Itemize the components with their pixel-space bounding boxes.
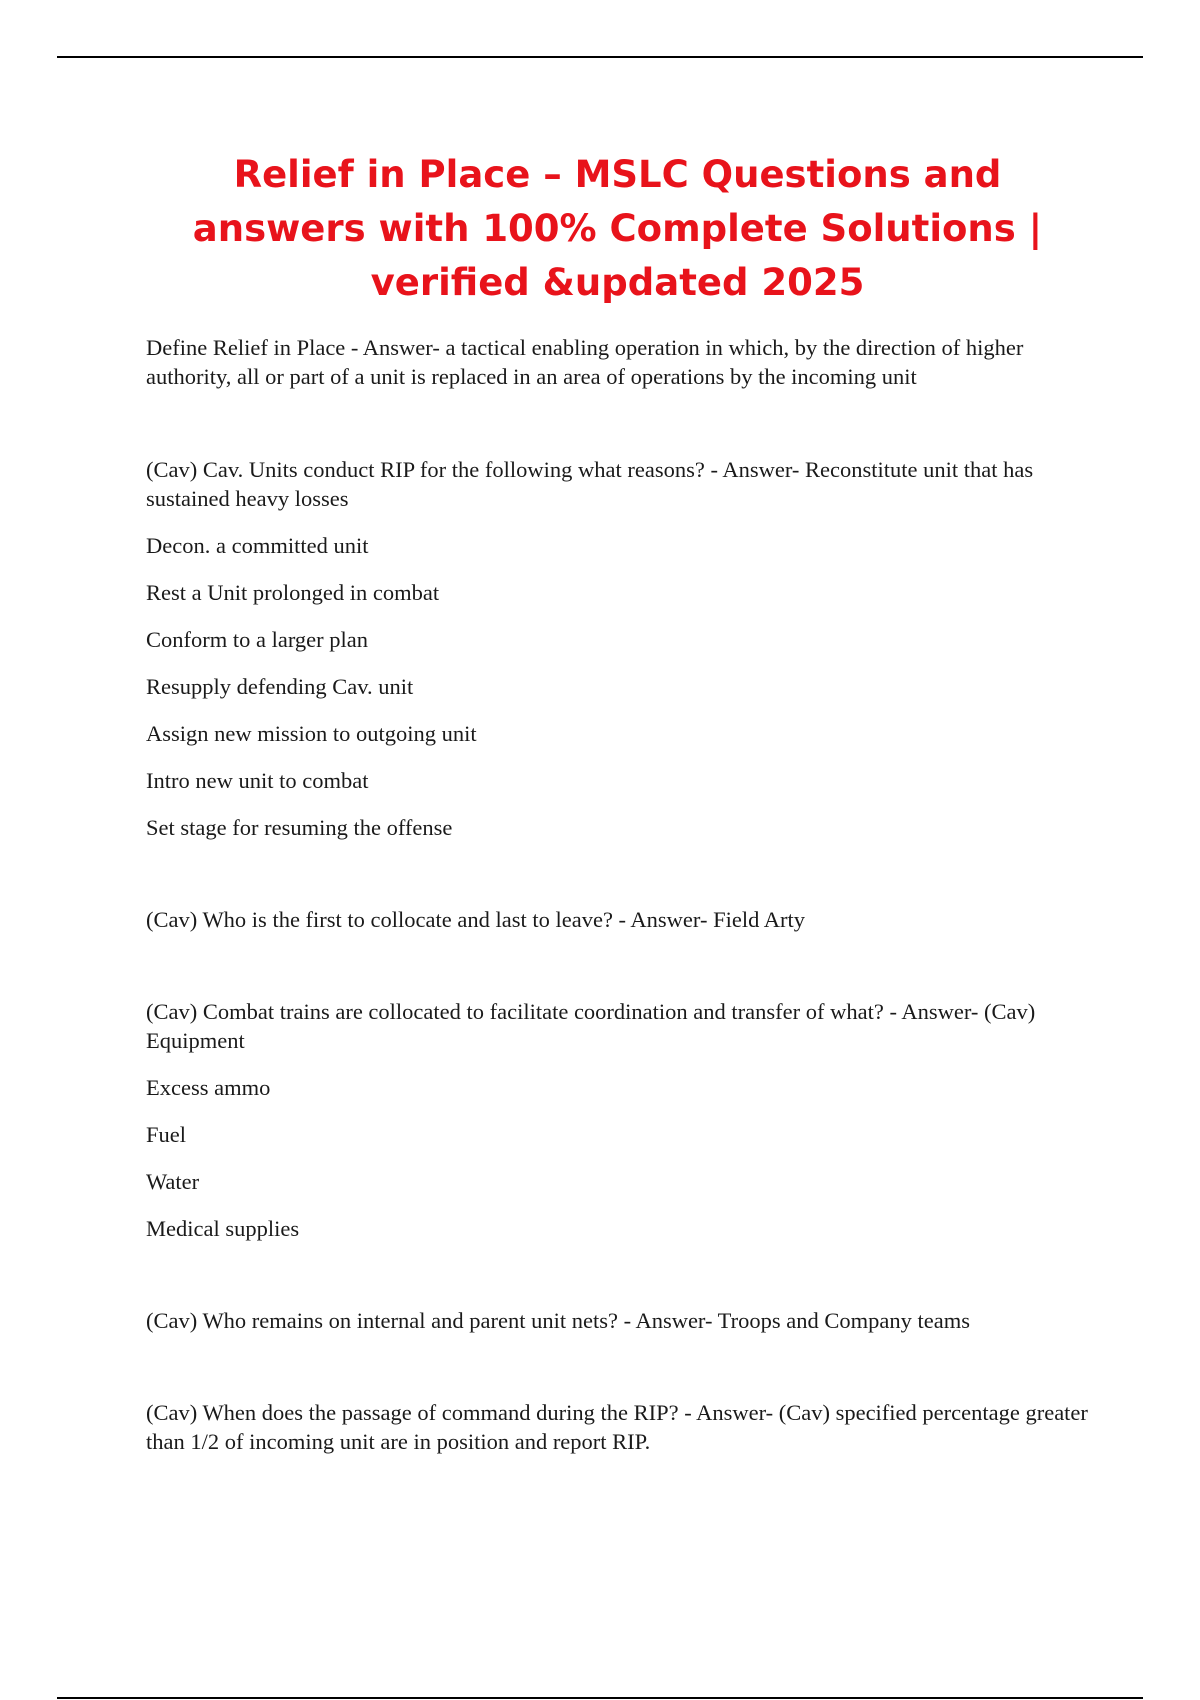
list-item: Intro new unit to combat <box>146 768 369 793</box>
qa-internal-nets: (Cav) Who remains on internal and parent unit nets? - Answer- Troops and Company teams <box>146 1308 970 1333</box>
qa-passage-of-command: (Cav) When does the passage of command during the RIP? - Answer- (Cav) specified percentage greater than 1/2 of incoming unit are in position and report RIP. <box>146 1400 1088 1454</box>
list-item: Rest a Unit prolonged in combat <box>146 580 440 605</box>
qa-rip-reasons: (Cav) Cav. Units conduct RIP for the following what reasons? - Answer- Reconstitute unit that has sustained heavy losses <box>146 457 1034 511</box>
list-item: Set stage for resuming the offense <box>146 815 453 840</box>
document-title: Relief in Place – MSLC Questions and answers with 100% Complete Solutions | verified &updated 2025 <box>192 153 1043 304</box>
qa-define-relief-in-place: Define Relief in Place - Answer- a tactical enabling operation in which, by the direction of higher authority, all or part of a unit is replaced in an area of operations by the incoming unit <box>146 335 1024 389</box>
list-item: Conform to a larger plan <box>146 627 369 652</box>
document-body <box>146 333 1106 1456</box>
list-item: Decon. a committed unit <box>146 533 369 558</box>
list-item: Excess ammo <box>146 1075 271 1100</box>
qa-combat-trains: (Cav) Combat trains are collocated to facilitate coordination and transfer of what? - Answer- (Cav) Equipment <box>146 999 1036 1053</box>
list-item: Water <box>146 1169 200 1194</box>
header-rule <box>57 56 1143 58</box>
qa-first-to-collocate: (Cav) Who is the first to collocate and last to leave? - Answer- Field Arty <box>146 907 805 932</box>
list-item: Medical supplies <box>146 1216 300 1241</box>
footer-rule <box>57 1697 1143 1699</box>
list-item: Fuel <box>146 1122 187 1147</box>
list-item: Resupply defending Cav. unit <box>146 674 414 699</box>
list-item: Assign new mission to outgoing unit <box>146 721 477 746</box>
